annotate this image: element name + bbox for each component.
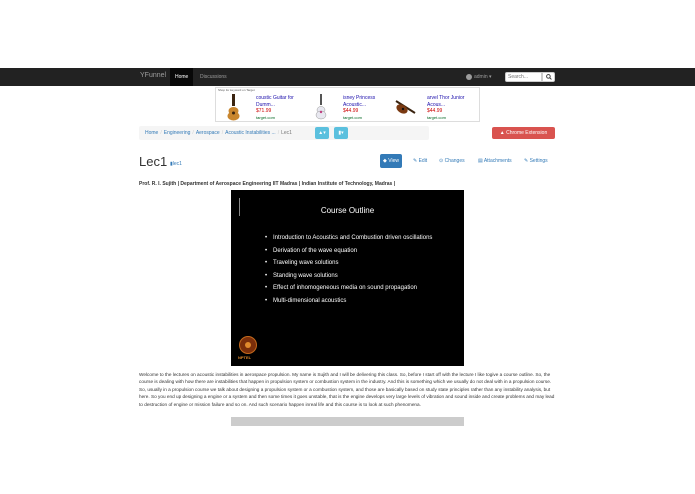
- bookmark-dropdown-button[interactable]: ▮▾: [334, 127, 348, 139]
- next-slide-preview: [231, 417, 464, 426]
- tab-settings[interactable]: ✎ Settings: [524, 158, 548, 164]
- lecture-slide: [231, 190, 464, 366]
- search-icon: [546, 74, 552, 80]
- add-dropdown-button[interactable]: ▲▾: [315, 127, 329, 139]
- breadcrumb-engineering[interactable]: Engineering: [163, 130, 191, 136]
- chrome-extension-button[interactable]: ▲ Chrome Extension: [492, 127, 555, 139]
- user-menu-label: admin ▾: [474, 74, 492, 80]
- ad-source: target.com: [343, 114, 362, 120]
- slide-bullet: • Multi-dimensional acoustics: [265, 295, 445, 308]
- author-line: Prof. R. I. Sujith | Department of Aerospace Engineering IIT Madras | Indian Institute of Technology, Madras |: [139, 181, 396, 187]
- nav-discussions-link[interactable]: Discussions: [200, 74, 227, 80]
- ad-title-cont: Dumm...: [256, 101, 275, 108]
- nptel-logo-icon: [239, 336, 257, 354]
- ad-source: target.com: [256, 114, 275, 120]
- nptel-logo-text: NPTEL: [238, 355, 252, 360]
- page-tag-label: lec1: [172, 161, 182, 167]
- tag-icon: ▮: [170, 161, 173, 167]
- breadcrumb-separator: /: [277, 130, 280, 136]
- page-title: Lec1: [139, 154, 168, 169]
- breadcrumb-home[interactable]: Home: [145, 130, 159, 136]
- lecture-description: Welcome to the lectures on acoustic instabilities in aerospace propulsion. My name is Sujith and I will be delivering this class. So, before I start off with the lecture I like togive a course outline. So, the course is dealing with how there are instabilities that happen in propulsion system or combustion system in the industry. And this is something which we usually do not deal with in a propulsion course. So, usually in a propulsion course we talk about designing a propulsion system or a combustion system, and those are basically based on study state principles rather than any instability analysis, but here. So you end up designing a engine or a system and then some times it goes unstable, that is the engine develops very large levels of vibration and sound inside and create problems and may lead to destruction of engine or mission failure and so on. And such scenario happen inreal life and this course is to look at such phenomena.: [139, 372, 555, 407]
- slide-bullet-list: [265, 232, 445, 307]
- avatar: [466, 74, 472, 80]
- tab-changes[interactable]: ⊙ Changes: [439, 158, 465, 164]
- ad-price: $44.99: [343, 108, 359, 114]
- breadcrumb-separator: /: [192, 130, 194, 136]
- ad-title-cont: Acous...: [427, 101, 446, 108]
- breadcrumb-separator: /: [221, 130, 224, 136]
- ad-item[interactable]: [305, 92, 391, 122]
- ad-title: coustic Guitar for: [256, 95, 294, 101]
- breadcrumb-aerospace[interactable]: Aerospace: [195, 130, 220, 136]
- ad-source: target.com: [427, 114, 446, 120]
- ad-shop-label: Shop for keyword on Target: [218, 88, 255, 92]
- search-input[interactable]: [505, 72, 542, 82]
- tab-attachments[interactable]: ▤ Attachments: [478, 158, 512, 164]
- user-menu[interactable]: [466, 68, 492, 86]
- breadcrumb: [139, 126, 429, 140]
- ad-title: isney Princess: [343, 95, 376, 101]
- brand-logo[interactable]: YFunnel: [140, 72, 167, 79]
- ad-item[interactable]: [389, 92, 475, 122]
- breadcrumb-course[interactable]: Acoustic Instabilities ...: [225, 130, 276, 136]
- slide-bullet: • Derivation of the wave equation: [265, 245, 445, 258]
- breadcrumb-separator: /: [160, 130, 162, 136]
- nav-home-link[interactable]: Home: [170, 68, 193, 86]
- target-ad-strip: [215, 87, 480, 122]
- acoustic-guitar-image: [222, 93, 246, 121]
- ad-title: arvel Thor Junior: [427, 95, 465, 101]
- page-tag[interactable]: [170, 161, 182, 167]
- slide-bullet: • Traveling wave solutions: [265, 257, 445, 270]
- ad-price: $71.99: [256, 108, 272, 114]
- ad-title-cont: Acoustic...: [343, 101, 367, 108]
- princess-guitar-image: [309, 93, 333, 121]
- slide-title: Course Outline: [320, 206, 375, 215]
- slide-bullet: • Standing wave solutions: [265, 270, 445, 283]
- slide-bullet: • Effect of inhomogeneous media on sound propagation: [265, 282, 445, 295]
- search-button[interactable]: [542, 72, 555, 82]
- ad-price: $44.99: [427, 108, 443, 114]
- ad-item[interactable]: [218, 92, 304, 122]
- tab-view[interactable]: ◆ View: [380, 154, 402, 168]
- tab-edit[interactable]: ✎ Edit: [413, 158, 428, 164]
- breadcrumb-current: Lec1: [281, 130, 292, 136]
- top-navbar: [0, 68, 695, 86]
- thor-guitar-image: [393, 93, 417, 121]
- slide-bullet: • Introduction to Acoustics and Combustion driven oscillations: [265, 232, 445, 245]
